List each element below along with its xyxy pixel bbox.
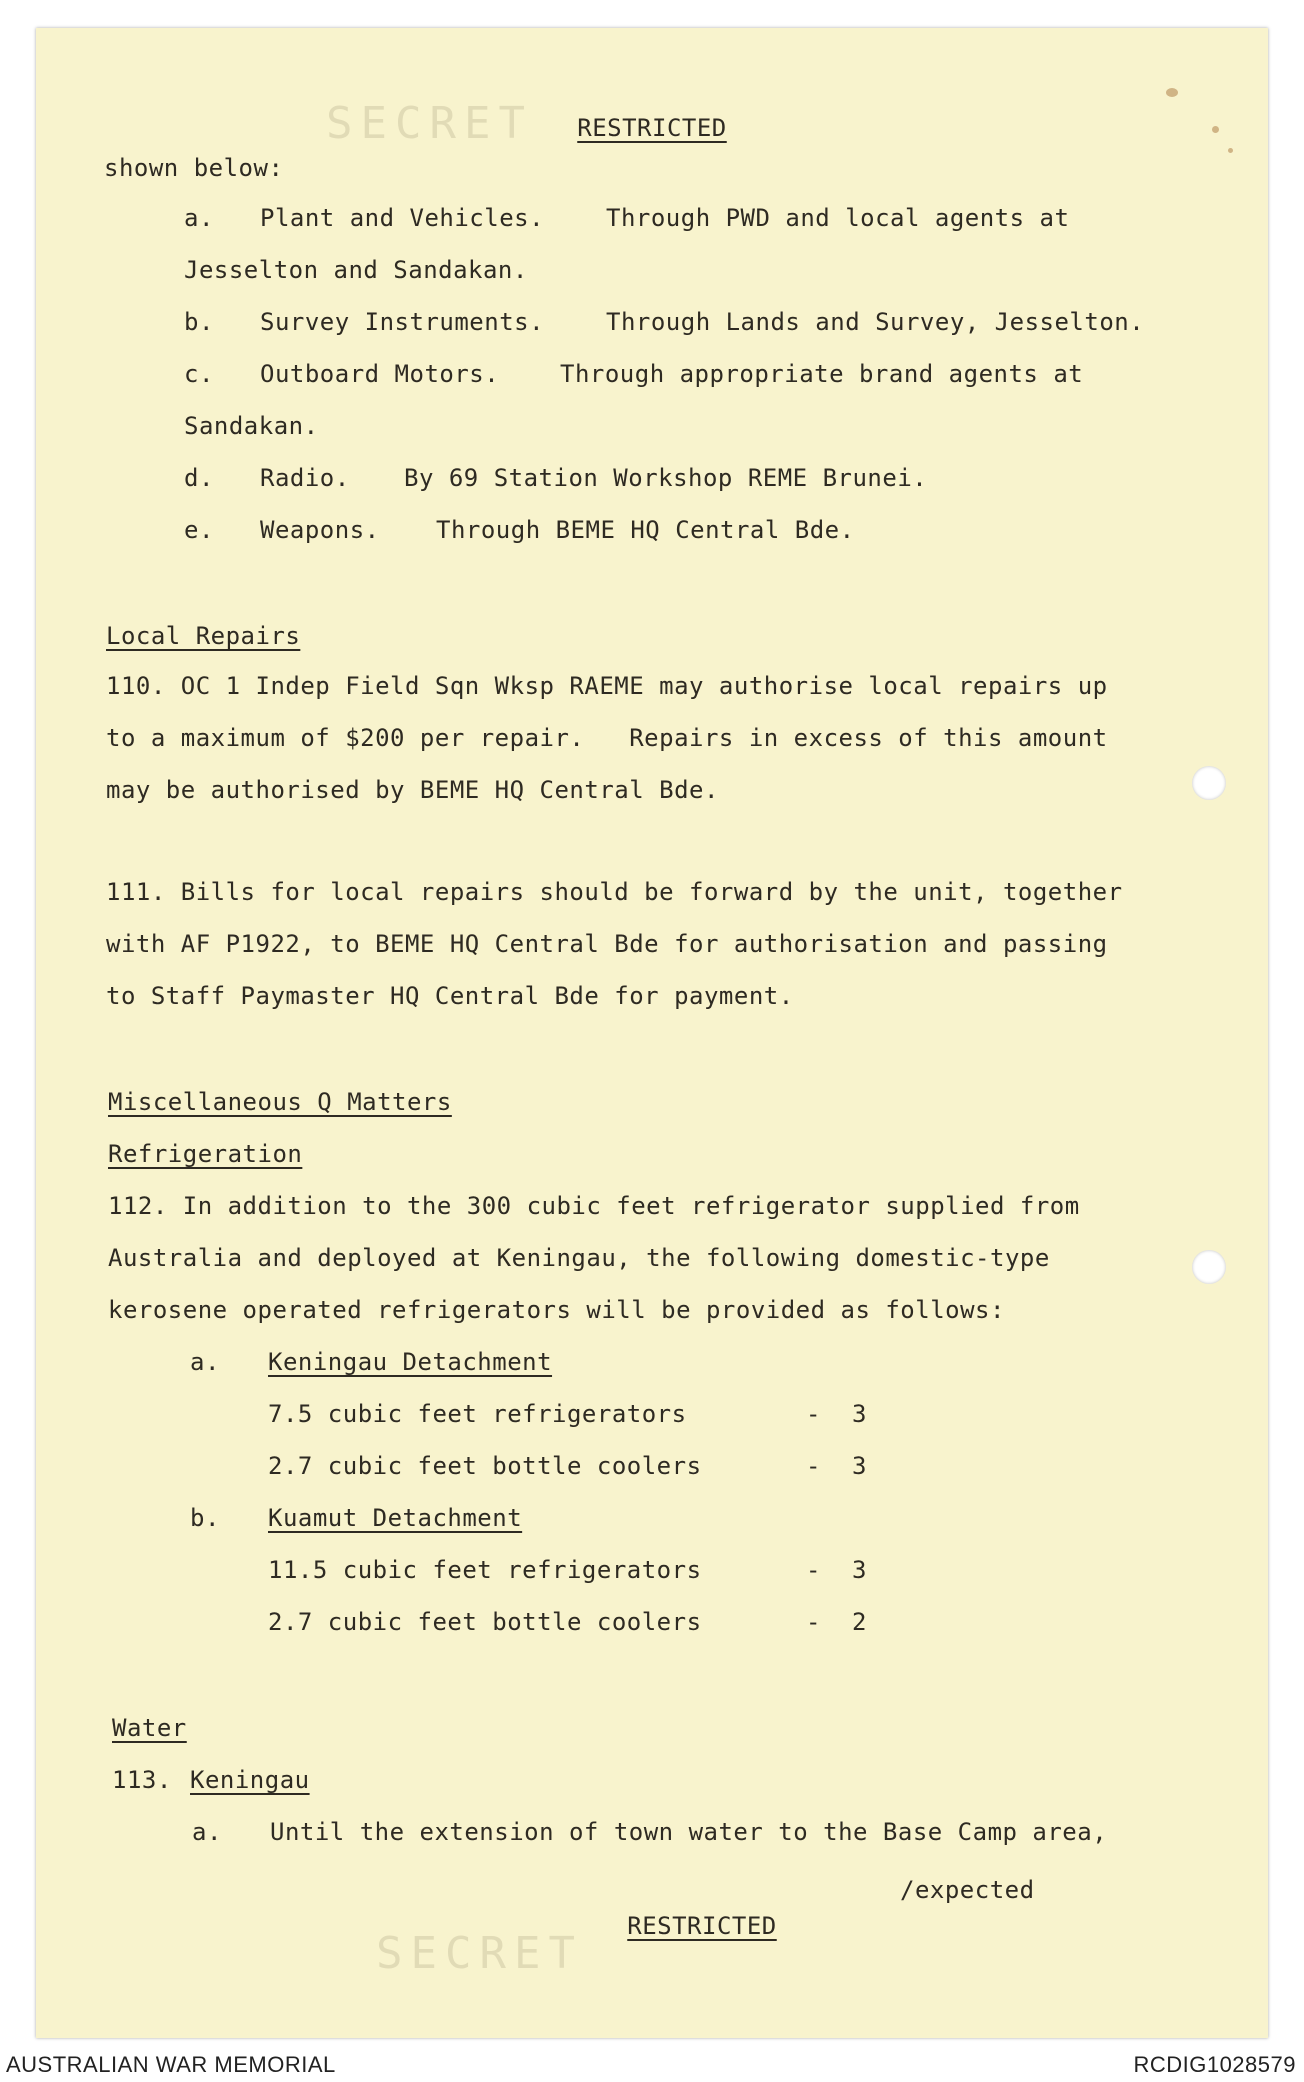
para-111-line-2: with AF P1922, to BEME HQ Central Bde for authorisation and passing [106, 930, 1108, 958]
local-repairs-heading: Local Repairs [106, 622, 301, 650]
para-112-line-1: 112. In addition to the 300 cubic feet refrigerator supplied from [108, 1192, 1080, 1220]
para-112-line-2: Australia and deployed at Keningau, the following domestic-type [108, 1244, 1050, 1272]
misc-q-heading: Miscellaneous Q Matters [108, 1088, 452, 1116]
punch-hole [1192, 1250, 1226, 1284]
para-113-item-letter: a. [192, 1818, 222, 1846]
list-item: 2.7 cubic feet bottle coolers [268, 1452, 702, 1480]
list-item: 11.5 cubic feet refrigerators [268, 1556, 702, 1584]
detachment-name: Keningau Detachment [268, 1348, 553, 1376]
para-110-line-2: to a maximum of $200 per repair. Repairs in excess of this amount [106, 724, 1108, 752]
stain-mark [1166, 88, 1178, 97]
para-111-line-1: 111. Bills for local repairs should be forward by the unit, together [106, 878, 1123, 906]
archive-id: RCDIG1028579 [1133, 2052, 1296, 2077]
punch-hole [1192, 766, 1226, 800]
quantity: 3 [852, 1556, 867, 1584]
para-110-line-3: may be authorised by BEME HQ Central Bde. [106, 776, 719, 804]
quantity: 2 [852, 1608, 867, 1636]
document-page: SECRET SECRET [36, 28, 1268, 2038]
list-item: 7.5 cubic feet refrigerators [268, 1400, 687, 1428]
archive-credit: AUSTRALIAN WAR MEMORIAL [6, 2052, 336, 2077]
para-113-item-text: Until the extension of town water to the Base Camp area, [270, 1818, 1108, 1846]
stain-mark [1228, 148, 1233, 153]
para-111-line-3: to Staff Paymaster HQ Central Bde for payment. [106, 982, 794, 1010]
header-classification: RESTRICTED [577, 114, 727, 142]
quantity: 3 [852, 1452, 867, 1480]
continuation-catchword: /expected [900, 1876, 1035, 1904]
refrigeration-heading: Refrigeration [108, 1140, 303, 1168]
list-item: 2.7 cubic feet bottle coolers [268, 1608, 702, 1636]
footer-classification: RESTRICTED [627, 1912, 777, 1940]
intro-text: shown below: [104, 154, 284, 182]
para-113-number: 113. [112, 1766, 172, 1794]
para-110-line-1: 110. OC 1 Indep Field Sqn Wksp RAEME may authorise local repairs up [106, 672, 1108, 700]
detachment-name: Kuamut Detachment [268, 1504, 523, 1532]
para-112-line-3: kerosene operated refrigerators will be provided as follows: [108, 1296, 1005, 1324]
quantity: 3 [852, 1400, 867, 1428]
water-heading: Water [112, 1714, 187, 1742]
para-113-title: Keningau [190, 1766, 310, 1794]
